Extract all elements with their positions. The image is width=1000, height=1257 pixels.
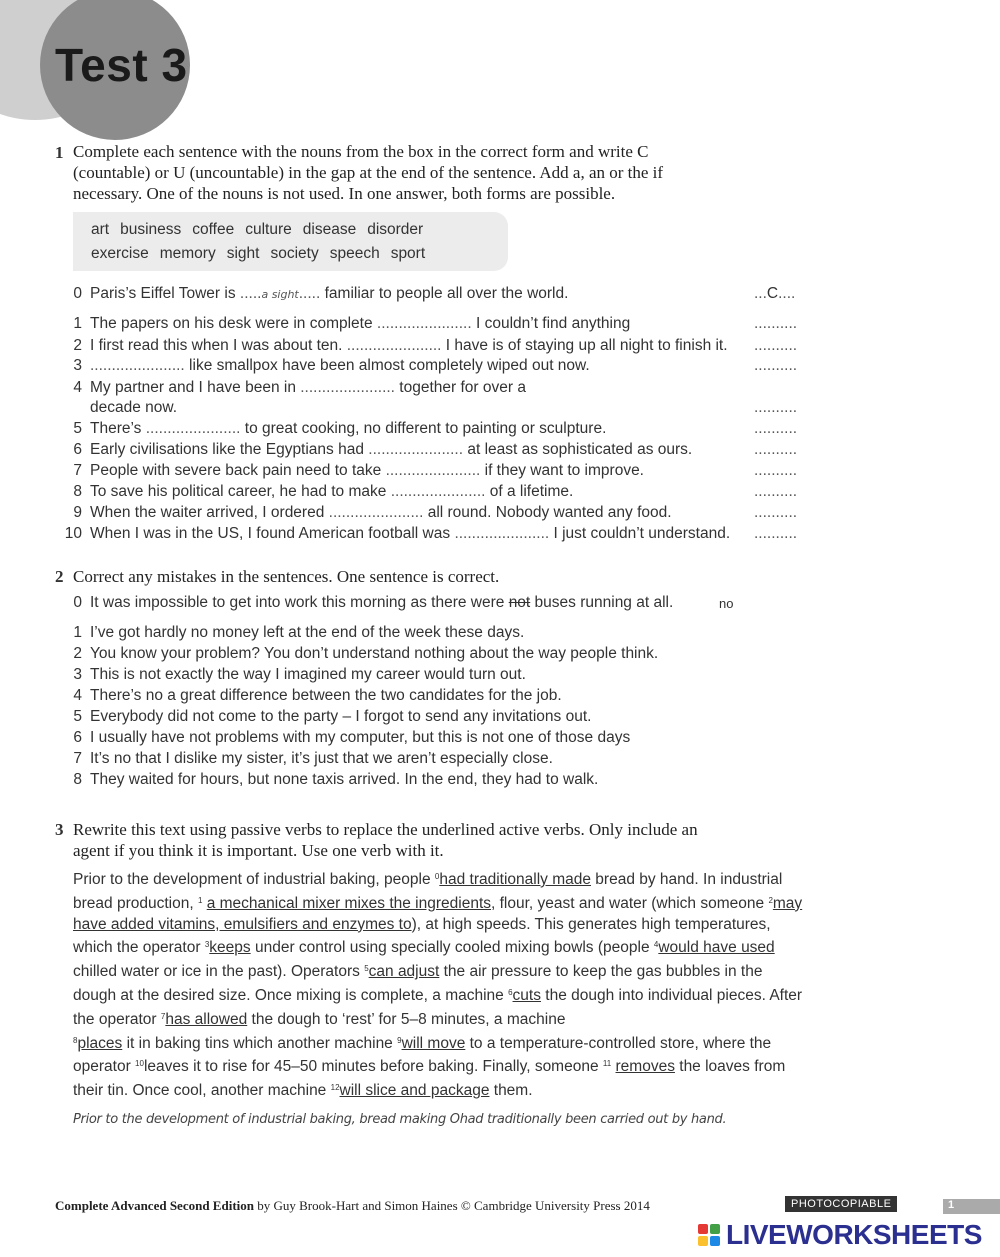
word-box-word: disease bbox=[302, 221, 357, 238]
item-text bbox=[90, 399, 177, 417]
item-number: 2 bbox=[73, 645, 82, 662]
footnote-number: 5 bbox=[364, 964, 369, 974]
item-number: 1 bbox=[73, 624, 82, 641]
underlined-verb: would have used bbox=[658, 939, 775, 957]
item-text: It’s no that I dislike my sister, it’s just that we aren’t especially close. bbox=[90, 750, 553, 767]
section-1-instruction-line: (countable) or U (uncountable) in the gap at the end of the sentence. Add a, an or the if bbox=[73, 163, 664, 182]
student-answer[interactable]: Prior to the development of industrial baking, bread making Ohad traditionally been carried out by hand. bbox=[73, 1112, 727, 1127]
underlined-verb: has allowed bbox=[165, 1010, 248, 1028]
text-before: The papers on his desk were in complete bbox=[90, 315, 377, 332]
underlined-verb: may have added vitamins, emulsifiers and enzymes to bbox=[73, 894, 803, 933]
answer-gap[interactable]: ...................... bbox=[328, 504, 424, 521]
passage-segment: the loaves from their tin. Once cool, another machine bbox=[73, 1058, 786, 1100]
word-box-word: business bbox=[120, 221, 182, 238]
countable-answer-slot[interactable]: .......... bbox=[754, 525, 798, 542]
countable-answer-slot[interactable]: .......... bbox=[754, 357, 798, 374]
book-title: Complete Advanced Second Edition bbox=[55, 1198, 254, 1213]
item-text bbox=[90, 337, 728, 355]
text-after: buses running at all. bbox=[530, 594, 674, 611]
text-after: together for over a bbox=[395, 379, 526, 396]
section-2-item[interactable] bbox=[0, 645, 1000, 665]
item-text bbox=[90, 594, 673, 612]
item-number: 4 bbox=[73, 687, 82, 704]
text-before: It was impossible to get into work this morning as there were bbox=[90, 594, 509, 611]
logo-text: LIVEWORKSHEETS bbox=[726, 1219, 982, 1250]
word-box-line-1 bbox=[91, 221, 434, 239]
page-number-box bbox=[943, 1199, 1000, 1214]
section-1-item bbox=[0, 315, 1000, 335]
item-text: There’s no a great difference between the two candidates for the job. bbox=[90, 687, 562, 704]
footnote-number: 0 bbox=[434, 872, 440, 881]
item-text: This is not exactly the way I imagined my career would turn out. bbox=[90, 666, 526, 683]
countable-answer-slot[interactable]: .......... bbox=[754, 315, 798, 332]
section-2-example bbox=[0, 594, 1000, 614]
footnote-number: 9 bbox=[397, 1035, 402, 1045]
item-number: 7 bbox=[73, 750, 82, 767]
text-before: decade now. bbox=[90, 399, 178, 416]
section-1-item bbox=[0, 483, 1000, 503]
passage-segment: , flour, yeast and water (which someone bbox=[491, 894, 769, 912]
text-after: at least as sophisticated as ours. bbox=[463, 441, 693, 458]
item-number: 2 bbox=[73, 337, 82, 354]
section-2-item[interactable] bbox=[0, 750, 1000, 770]
passage-segment: the dough to ‘rest’ for 5–8 minutes, a machine bbox=[247, 1010, 566, 1028]
text-before: There’s bbox=[90, 420, 146, 437]
passage-segment: bread by hand. In industrial bread production, bbox=[73, 871, 783, 912]
item-text bbox=[90, 462, 644, 480]
text-after: all round. Nobody wanted any food. bbox=[423, 504, 672, 521]
passage-segment: the dough into individual pieces. After the operator bbox=[73, 986, 803, 1028]
text-before: Paris’s Eiffel Tower is bbox=[90, 285, 240, 302]
text-before: I first read this when I was about ten. bbox=[90, 337, 347, 354]
section-1-item bbox=[0, 441, 1000, 461]
footnote-number: 7 bbox=[160, 1011, 166, 1021]
answer-gap[interactable]: ...................... bbox=[454, 525, 550, 542]
logo-square bbox=[698, 1236, 708, 1246]
passage-segment: ), at high speeds. This generates high temperatures, which the operator bbox=[73, 915, 771, 957]
page-number: 1 bbox=[948, 1199, 955, 1211]
item-text: You know your problem? You don’t understand nothing about the way people think. bbox=[90, 645, 659, 662]
page-title: Test 3 bbox=[55, 39, 188, 91]
word-box-line-2 bbox=[91, 245, 436, 263]
footnote-number: 10 bbox=[135, 1059, 144, 1069]
item-number: 6 bbox=[73, 729, 82, 746]
countable-answer-slot[interactable]: .......... bbox=[754, 441, 798, 458]
word-box-word: disorder bbox=[367, 221, 424, 238]
countable-answer-slot[interactable]: .......... bbox=[754, 420, 798, 437]
underlined-verb: had traditionally made bbox=[439, 871, 591, 888]
section-1-instruction bbox=[73, 141, 793, 204]
countable-answer-slot[interactable]: .......... bbox=[754, 483, 798, 500]
item-text bbox=[90, 379, 526, 397]
section-1-item bbox=[0, 525, 1000, 545]
section-2-item[interactable] bbox=[0, 624, 1000, 644]
item-number: 8 bbox=[73, 771, 82, 788]
footnote-number: 12 bbox=[330, 1083, 340, 1093]
passage-segment: chilled water or ice in the past). Operators bbox=[73, 963, 365, 981]
logo-square bbox=[698, 1224, 708, 1234]
section-2-item[interactable] bbox=[0, 771, 1000, 791]
footer-credit bbox=[55, 1198, 650, 1214]
gap-right: ..... bbox=[298, 285, 321, 302]
text-before: People with severe back pain need to take bbox=[90, 462, 386, 479]
text-after: of a lifetime. bbox=[485, 483, 574, 500]
item-text bbox=[90, 315, 630, 333]
footnote-number: 6 bbox=[508, 987, 513, 997]
correction[interactable]: no bbox=[719, 596, 734, 611]
text-after: like smallpox have been almost completely wiped out now. bbox=[184, 357, 590, 374]
handwritten-answer[interactable]: a sight bbox=[261, 288, 299, 301]
text-after: I just couldn’t understand. bbox=[549, 525, 731, 542]
word-box bbox=[73, 212, 508, 271]
logo-grid-icon bbox=[698, 1224, 722, 1248]
underlined-verb: can adjust bbox=[368, 963, 440, 981]
underlined-verb: cuts bbox=[512, 986, 541, 1004]
section-1-number: 1 bbox=[55, 143, 64, 162]
section-1-example bbox=[0, 285, 1000, 305]
section-1-item bbox=[0, 399, 1000, 419]
text-before: Early civilisations like the Egyptians had bbox=[90, 441, 369, 458]
word-box-word: exercise bbox=[91, 245, 149, 262]
section-2-item[interactable] bbox=[0, 729, 1000, 749]
underlined-verb: a mechanical mixer mixes the ingredients bbox=[206, 894, 492, 912]
word-box-word: sight bbox=[226, 245, 260, 262]
passage-text bbox=[73, 867, 803, 1102]
section-3-number: 3 bbox=[55, 820, 64, 839]
item-text: I’ve got hardly no money left at the end of the week these days. bbox=[90, 624, 525, 641]
item-number: 0 bbox=[73, 285, 82, 302]
section-2-number: 2 bbox=[55, 567, 64, 586]
word-box-word: society bbox=[270, 245, 319, 262]
countable-answer-slot[interactable]: .......... bbox=[754, 337, 798, 354]
text-before: When I was in the US, I found American football was bbox=[90, 525, 455, 542]
section-1-instruction-line: Complete each sentence with the nouns from the box in the correct form and write C bbox=[73, 142, 649, 161]
section-1-item bbox=[0, 379, 1000, 399]
section-2-instruction: Correct any mistakes in the sentences. One sentence is correct. bbox=[73, 567, 500, 586]
footnote-number: 4 bbox=[653, 940, 659, 950]
item-text: I usually have not problems with my computer, but this is not one of those days bbox=[90, 729, 631, 746]
section-1-item bbox=[0, 462, 1000, 482]
text-after: familiar to people all over the world. bbox=[320, 285, 569, 302]
item-text bbox=[90, 420, 606, 438]
footnote-number: 2 bbox=[768, 895, 773, 905]
passage-segment: under control using specially cooled mixing bowls (people bbox=[250, 939, 654, 957]
gap-left: ..... bbox=[239, 285, 262, 302]
footnote-number: 8 bbox=[73, 1035, 78, 1045]
logo-square bbox=[710, 1236, 720, 1246]
text-after: I couldn’t find anything bbox=[471, 315, 631, 332]
text-before: My partner and I have been in bbox=[90, 379, 301, 396]
passage-segment: them. bbox=[489, 1082, 533, 1100]
item-number: 0 bbox=[73, 594, 82, 611]
item-text bbox=[90, 525, 730, 543]
underlined-verb: places bbox=[77, 1034, 123, 1052]
item-text: They waited for hours, but none taxis arrived. In the end, they had to walk. bbox=[90, 771, 599, 788]
word-box-word: culture bbox=[245, 221, 292, 238]
section-3-instruction-line: agent if you think it is important. Use one verb with it. bbox=[73, 841, 444, 860]
underlined-verb: removes bbox=[615, 1058, 675, 1076]
answer-slot[interactable]: ...C.... bbox=[754, 285, 796, 302]
item-number: 9 bbox=[73, 504, 82, 521]
answer-value: C bbox=[766, 285, 779, 302]
passage-segment: to a temperature-controlled store, where the operator bbox=[73, 1034, 772, 1076]
passage-segment: it in baking tins which another machine bbox=[122, 1034, 398, 1052]
item-number: 5 bbox=[73, 420, 82, 437]
authors: by Guy Brook-Hart and Simon Haines © Cambridge University Press 2014 bbox=[254, 1198, 650, 1213]
answer-gap[interactable]: ...................... bbox=[376, 315, 472, 332]
text-before: To save his political career, he had to make bbox=[90, 483, 391, 500]
word-box-word: coffee bbox=[192, 221, 235, 238]
item-text bbox=[90, 357, 590, 375]
section-2-item[interactable] bbox=[0, 666, 1000, 686]
photocopiable-badge: PHOTOCOPIABLE bbox=[785, 1196, 897, 1212]
section-1-item bbox=[0, 420, 1000, 440]
answer-gap[interactable]: ...................... bbox=[368, 441, 464, 458]
item-number: 3 bbox=[73, 666, 82, 683]
section-1-item bbox=[0, 504, 1000, 524]
answer-gap[interactable]: ...................... bbox=[385, 462, 481, 479]
section-3-instruction bbox=[73, 819, 793, 861]
item-number: 4 bbox=[73, 379, 82, 396]
countable-answer-slot[interactable]: .......... bbox=[754, 399, 798, 416]
text-after: if they want to improve. bbox=[480, 462, 644, 479]
text-after: to great cooking, no different to painting or sculpture. bbox=[240, 420, 607, 437]
logo-square bbox=[710, 1224, 720, 1234]
footnote-number: 1 bbox=[197, 895, 203, 905]
answer-gap[interactable]: ...................... bbox=[390, 483, 486, 500]
footnote-number: 3 bbox=[204, 940, 210, 950]
answer-gap[interactable]: ...................... bbox=[90, 357, 185, 374]
answer-gap[interactable]: ...................... bbox=[346, 337, 442, 354]
item-text bbox=[90, 483, 573, 501]
passage-segment: Prior to the development of industrial baking, people bbox=[73, 871, 435, 888]
section-2-item[interactable] bbox=[0, 708, 1000, 728]
word-box-word: art bbox=[91, 221, 110, 238]
countable-answer-slot[interactable]: .......... bbox=[754, 504, 798, 521]
footnote-number: 11 bbox=[602, 1059, 612, 1069]
item-text: Everybody did not come to the party – I forgot to send any invitations out. bbox=[90, 708, 592, 725]
passage-segment: the air pressure to keep the gas bubbles in the dough at the desired size. Once mixing is complete, a machine bbox=[73, 963, 763, 1004]
item-text bbox=[90, 285, 568, 303]
word-box-word: sport bbox=[390, 245, 426, 262]
word-box-word: memory bbox=[159, 245, 216, 262]
answer-gap[interactable]: ...................... bbox=[145, 420, 241, 437]
underlined-verb: will move bbox=[401, 1034, 466, 1052]
text-after: I have is of staying up all night to finish it. bbox=[441, 337, 728, 354]
section-1-item bbox=[0, 357, 1000, 377]
underlined-verb: keeps bbox=[209, 939, 251, 957]
passage-segment: leaves it to rise for 45–50 minutes before baking. Finally, someone bbox=[143, 1058, 603, 1076]
item-number: 8 bbox=[73, 483, 82, 500]
word-box-word: speech bbox=[329, 245, 380, 262]
section-1-instruction-line: necessary. One of the nouns is not used. In one answer, both forms are possible. bbox=[73, 184, 616, 203]
section-2-item[interactable] bbox=[0, 687, 1000, 707]
item-number: 1 bbox=[73, 315, 82, 332]
section-1-item bbox=[0, 337, 1000, 357]
item-number: 5 bbox=[73, 708, 82, 725]
item-number: 3 bbox=[73, 357, 82, 374]
item-text bbox=[90, 441, 692, 459]
item-number: 10 bbox=[64, 525, 82, 542]
item-text bbox=[90, 504, 672, 522]
item-number: 6 bbox=[73, 441, 82, 458]
struck-word: not bbox=[508, 594, 531, 611]
answer-gap[interactable]: ...................... bbox=[300, 379, 395, 396]
section-3-instruction-line: Rewrite this text using passive verbs to replace the underlined active verbs. Only include an bbox=[73, 820, 698, 839]
countable-answer-slot[interactable]: .......... bbox=[754, 462, 798, 479]
text-before: When the waiter arrived, I ordered bbox=[90, 504, 329, 521]
item-number: 7 bbox=[73, 462, 82, 479]
underlined-verb: will slice and package bbox=[339, 1082, 490, 1100]
